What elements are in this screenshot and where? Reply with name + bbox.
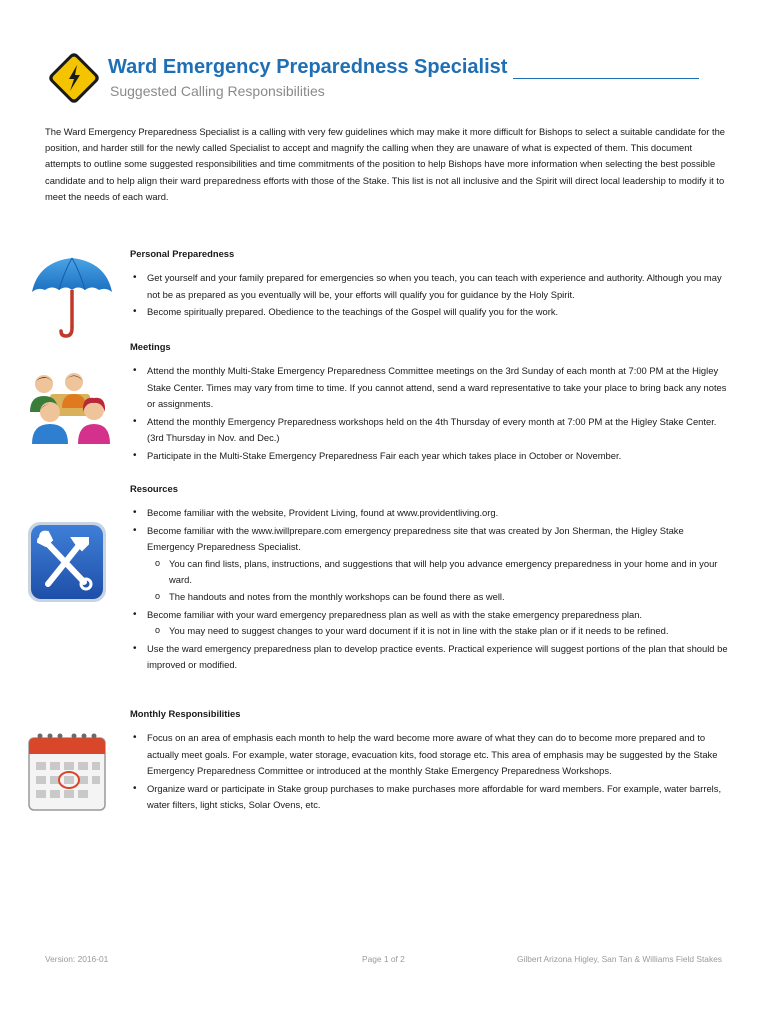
title-underline [513,62,699,79]
sub-list-item: o The handouts and notes from the monthly workshops can be found there as well. [147,589,730,606]
list-item-text: Become familiar with the www.iwillprepare.com emergency preparedness site that was created by Jon Sherman, the Higley Stake Emergency Preparedness Specialist. [147,524,684,553]
list-item: • Organize ward or participate in Stake group purchases to make purchases more affordable for ward members. For example, water barrels, water filters, light sticks, Solar Ovens, etc. [130,781,730,814]
list-item: • Become spiritually prepared. Obedience to the teachings of the Gospel will qualify you for the work. [130,304,730,321]
list-item [130,607,730,640]
section-meetings [130,341,730,466]
header [108,56,728,99]
list-item: • Become familiar with the website, Provident Living, found at www.providentliving.org. [130,505,730,522]
section-heading: Personal Preparedness [130,248,235,259]
warning-sign-icon [42,46,106,110]
sub-list-item: o You can find lists, plans, instructions, and suggestions that will help you advance emergency preparedness in your home and in your ward. [147,556,730,589]
list-item: • Attend the monthly Multi-Stake Emergency Preparedness Committee meetings on the 3rd Sunday of each month at 7:00 PM at the Higley Stake Center. Times may vary from time to time. If you cannot attend, send a ward representative to take your place to bring back any notes or assignments. [130,363,730,413]
people-meeting-icon [26,370,112,446]
footer-page-number: Page 1 of 2 [362,954,405,964]
intro-paragraph: The Ward Emergency Preparedness Specialist is a calling with very few guidelines which may make it more difficult for Bishops to select a suitable candidate for the position, and harder still for the newly called Specialist to accept and magnify the calling when they are unaware of what is expected of them. This document attempts to outline some suggested responsibilities and time commitments of the position to help Bishops have more information when selecting the best possible candidate and to help align their ward preparedness efforts with those of the Stake. This list is not all inclusive and the Spirit will direct local leadership to modify it to meet the needs of each ward. [45,126,726,202]
list-item-text: Become familiar with your ward emergency preparedness plan as well as with the stake emergency preparedness plan. [147,608,643,620]
list-item: • Get yourself and your family prepared for emergencies so when you teach, you can teach with experience and authority. Although you may not be as prepared as you eventually will be, your efforts will qualify you for guidance by the Holy Spirit. [130,270,730,303]
sub-list-item: o You may need to suggest changes to your ward document if it is not in line with the stake plan or if it needs to be refined. [147,623,730,640]
list-item: • Attend the monthly Emergency Preparedness workshops held on the 4th Thursday of every month at 7:00 PM at the Higley Stake Center. (3rd Thursday in Nov. and Dec.) [130,414,730,447]
section-heading: Meetings [130,341,171,352]
page-title [108,56,728,79]
list-item [130,523,730,606]
footer-version: Version: 2016-01 [45,954,109,964]
section-monthly-responsibilities [130,708,730,815]
list-item: • Focus on an area of emphasis each month to help the ward become more aware of what they can do to become more prepared and to actually meet goals. For example, water storage, evacuation kits, food storage etc. This area of emphasis may be suggested by the Stake Emergency Preparedness Committee or introduced at the monthly Stake Emergency Preparedness Workshops. [130,730,730,780]
section-resources [130,483,730,675]
section-personal-preparedness [130,248,730,322]
section-heading: Resources [130,483,178,494]
tools-icon [26,520,108,604]
list-item: • Use the ward emergency preparedness plan to develop practice events. Practical experience will suggest portions of the plan that should be improved or modified. [130,641,730,674]
section-heading: Monthly Responsibilities [130,708,241,719]
footer-organization: Gilbert Arizona Higley, San Tan & Williams Field Stakes [517,954,722,964]
umbrella-icon [28,254,116,340]
page-subtitle: Suggested Calling Responsibilities [110,83,325,99]
list-item: • Participate in the Multi-Stake Emergency Preparedness Fair each year which takes place in October or November. [130,448,730,465]
calendar-icon [26,728,108,812]
page-title-text: Ward Emergency Preparedness Specialist [108,56,508,78]
